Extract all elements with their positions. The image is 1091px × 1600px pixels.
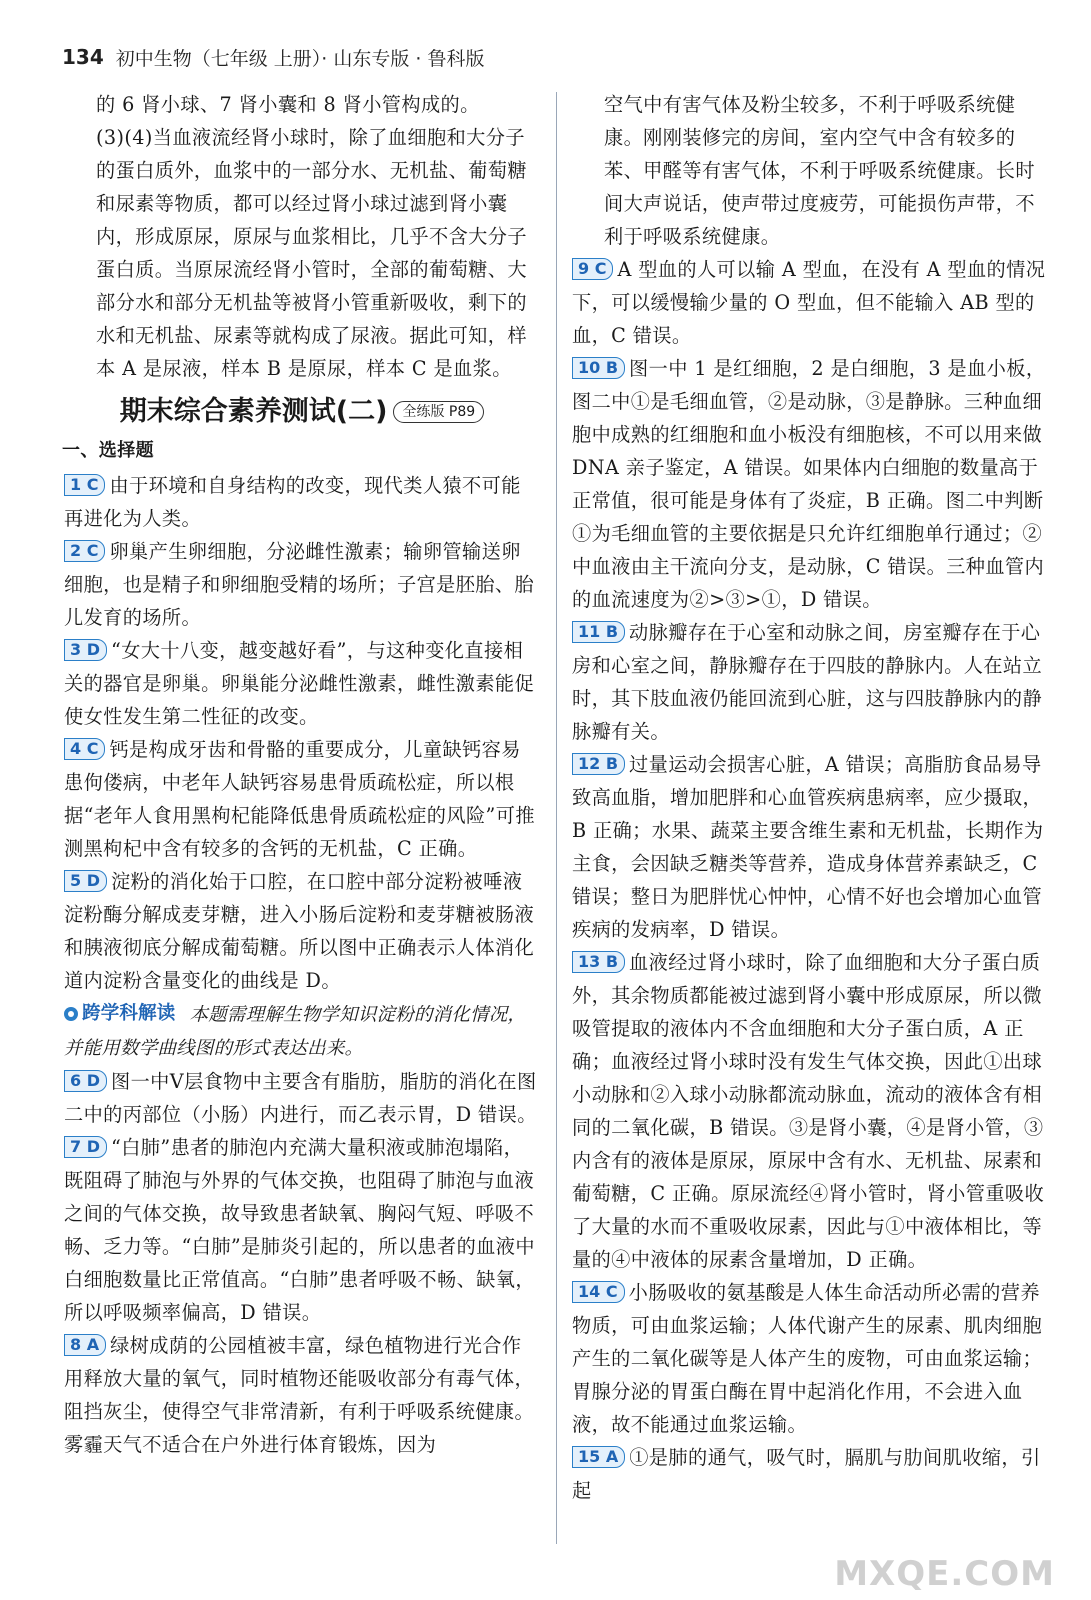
answer-item [64, 1329, 540, 1461]
answer-badge: 11 B [572, 621, 625, 643]
answer-item [572, 616, 1048, 748]
answer-text: 图一中 1 是红细胞，2 是白细胞，3 是血小板，图二中①是毛细血管，②是动脉，③是静脉。三种血细胞中成熟的红细胞和血小板没有细胞核，不可以用来做 DNA 亲子鉴定，A 错误。如果体内白细胞的数量高于正常值，很可能是身体有了炎症，B 正确。图二中判断①为毛细血管的主要依据是只允许红细胞单行通过；②中血液由主干流向分支，是动脉，C 错误。三种血管内的血流速度为②>③>①，D 错误。 [572, 357, 1046, 611]
sub-heading: 一、选择题 [62, 440, 154, 461]
answer-text: 绿树成荫的公园植被丰富，绿色植物进行光合作用释放大量的氧气，同时植物还能吸收部分有毒气体，阻挡灰尘，使得空气非常清新，有利于呼吸系统健康。雾霾天气不适合在户外进行体育锻炼，因为 [64, 1333, 535, 1456]
answer-text: “白肺”患者的肺泡内充满大量积液或肺泡塌陷，既阻碍了肺泡与外界的气体交换，也阻碍了肺泡与血液之间的气体交换，故导致患者缺氧、胸闷气短、呼吸不畅、乏力等。“白肺”是肺炎引起的，所以患者的血液中白细胞数量比正常值高。“白肺”患者呼吸不畅、缺氧，所以呼吸频率偏高，D 错误。 [64, 1135, 535, 1324]
answer-item [572, 1276, 1048, 1441]
answer-item [64, 1131, 540, 1329]
answer-item [64, 469, 540, 535]
column-divider [556, 92, 557, 1544]
answer-badge: 1 C [64, 474, 105, 496]
note-text: 本题需理解生物学知识淀粉的消化情况，并能用数学曲线图的形式表达出来。 [64, 1004, 527, 1059]
continued-text: 空气中有害气体及粉尘较多，不利于呼吸系统健康。刚刚装修完的房间，室内空气中含有较多的苯、甲醛等有害气体，不利于呼吸系统健康。长时间大声说话，使声带过度疲劳，可能损伤声带，不利于呼吸系统健康。 [604, 93, 1035, 248]
answer-item [64, 865, 540, 997]
page-number: 134 [62, 45, 104, 69]
answer-badge: 9 C [572, 258, 613, 280]
answer-badge: 12 B [572, 753, 625, 775]
right-column [572, 88, 1048, 1507]
answer-text: ①是肺的通气，吸气时，膈肌与肋间肌收缩，引起 [572, 1446, 1041, 1502]
answer-text: A 型血的人可以输 A 型血，在没有 A 型血的情况下，可以缓慢输少量的 O 型血，但不能输入 AB 型的血，C 错误。 [572, 258, 1046, 347]
page-header [62, 40, 485, 74]
book-title: 初中生物（七年级 上册）· 山东专版 · 鲁科版 [115, 47, 485, 70]
answer-item [572, 253, 1048, 352]
answer-badge: 14 C [572, 1281, 625, 1303]
answer-item [64, 634, 540, 733]
answer-item [572, 748, 1048, 946]
note-label-text: 跨学科解读 [82, 1003, 176, 1024]
answer-badge: 6 D [64, 1070, 107, 1092]
continued-text: (3)(4)当血液流经肾小球时，除了血细胞和大分子的蛋白质外，血浆中的一部分水、无机盐、葡萄糖和尿素等物质，都可以经过肾小球过滤到肾小囊内，形成原尿，原尿与血浆相比，几乎不含大分子蛋白质。当原尿流经肾小管时，全部的葡萄糖、大部分水和部分无机盐等被肾小管重新吸收，剩下的水和无机盐、尿素等就构成了尿液。据此可知，样本 A 是尿液，样本 B 是原尿，样本 C 是血浆。 [96, 126, 527, 380]
answer-item [572, 946, 1048, 1276]
left-column [64, 88, 540, 1461]
answer-text: 过量运动会损害心脏，A 错误；高脂肪食品易导致高血脂，增加肥胖和心血管疾病患病率，应少摄取，B 正确；水果、蔬菜主要含维生素和无机盐，长期作为主食，会因缺乏糖类等营养，造成身体营养素缺乏，C 错误；整日为肥胖忧心忡忡，心情不好也会增加心血管疾病的发病率，D 错误。 [572, 753, 1044, 941]
answer-badge: 15 A [572, 1446, 625, 1468]
answer-badge: 7 D [64, 1136, 107, 1158]
answer-item [64, 535, 540, 634]
note-label [64, 997, 176, 1030]
answer-item [572, 352, 1048, 616]
answer-text: 动脉瓣存在于心室和动脉之间，房室瓣存在于心房和心室之间，静脉瓣存在于四肢的静脉内。人在站立时，其下肢血液仍能回流到心脏，这与四肢静脉内的静脉瓣有关。 [572, 621, 1043, 743]
answer-badge: 5 D [64, 870, 107, 892]
note-icon [64, 1007, 78, 1021]
answer-text: 淀粉的消化始于口腔，在口腔中部分淀粉被唾液淀粉酶分解成麦芽糖，进入小肠后淀粉和麦芽糖被肠液和胰液彻底分解成葡萄糖。所以图中正确表示人体消化道内淀粉含量变化的曲线是 D。 [64, 870, 535, 992]
answer-badge: 4 C [64, 738, 105, 760]
answer-badge: 13 B [572, 951, 625, 973]
section-title [64, 395, 540, 428]
answer-text: 由于环境和自身结构的改变，现代类人猿不可能再进化为人类。 [64, 474, 521, 530]
section-title-text: 期末综合素养测试(二) [119, 396, 388, 427]
watermark: MXQE.COM [834, 1554, 1055, 1594]
section-ref-badge: 全练版 P89 [393, 401, 484, 423]
answer-text: “女大十八变，越变越好看”，与这种变化直接相关的器官是卵巢。卵巢能分泌雌性激素，雌性激素能促使女性发生第二性征的改变。 [64, 639, 535, 728]
answer-badge: 3 D [64, 639, 107, 661]
answer-text: 钙是构成牙齿和骨骼的重要成分，儿童缺钙容易患佝偻病，中老年人缺钙容易患骨质疏松症，所以根据“老年人食用黑枸杞能降低患骨质疏松症的风险”可推测黑枸杞中含有较多的含钙的无机盐，C 正确。 [64, 738, 535, 860]
interdisciplinary-note [64, 997, 540, 1065]
answer-badge: 8 A [64, 1334, 106, 1356]
answer-item [64, 733, 540, 865]
answer-badge: 10 B [572, 357, 625, 379]
answer-item [572, 1441, 1048, 1507]
answer-text: 血液经过肾小球时，除了血细胞和大分子蛋白质外，其余物质都能被过滤到肾小囊中形成原尿，所以微吸管提取的液体内不含血细胞和大分子蛋白质，A 正确；血液经过肾小球时没有发生气体交换，因此①出球小动脉和②入球小动脉都流动脉血，流动的液体含有相同的二氧化碳，B 错误。③是肾小囊，④是肾小管，③内含有的液体是原尿，原尿中含有水、无机盐、尿素和葡萄糖，C 正确。原尿流经④肾小管时，肾小管重吸收了大量的水而不重吸收尿素，因此与①中液体相比，等量的④中液体的尿素含量增加，D 正确。 [572, 951, 1045, 1271]
answer-text: 卵巢产生卵细胞，分泌雌性激素；输卵管输送卵细胞，也是精子和卵细胞受精的场所；子宫是胚胎、胎儿发育的场所。 [64, 540, 535, 629]
answer-badge: 2 C [64, 540, 105, 562]
continued-text: 的 6 肾小球、7 肾小囊和 8 肾小管构成的。 [96, 93, 480, 116]
answer-text: 小肠吸收的氨基酸是人体生命活动所必需的营养物质，可由血浆运输；人体代谢产生的尿素、肌肉细胞产生的二氧化碳等是人体产生的废物，可由血浆运输；胃腺分泌的胃蛋白酶在胃中起消化作用，不会进入血液，故不能通过血浆运输。 [572, 1281, 1043, 1436]
answer-item [64, 1065, 540, 1131]
answer-text: 图一中Ⅴ层食物中主要含有脂肪，脂肪的消化在图二中的丙部位（小肠）内进行，而乙表示胃，D 错误。 [64, 1069, 537, 1126]
